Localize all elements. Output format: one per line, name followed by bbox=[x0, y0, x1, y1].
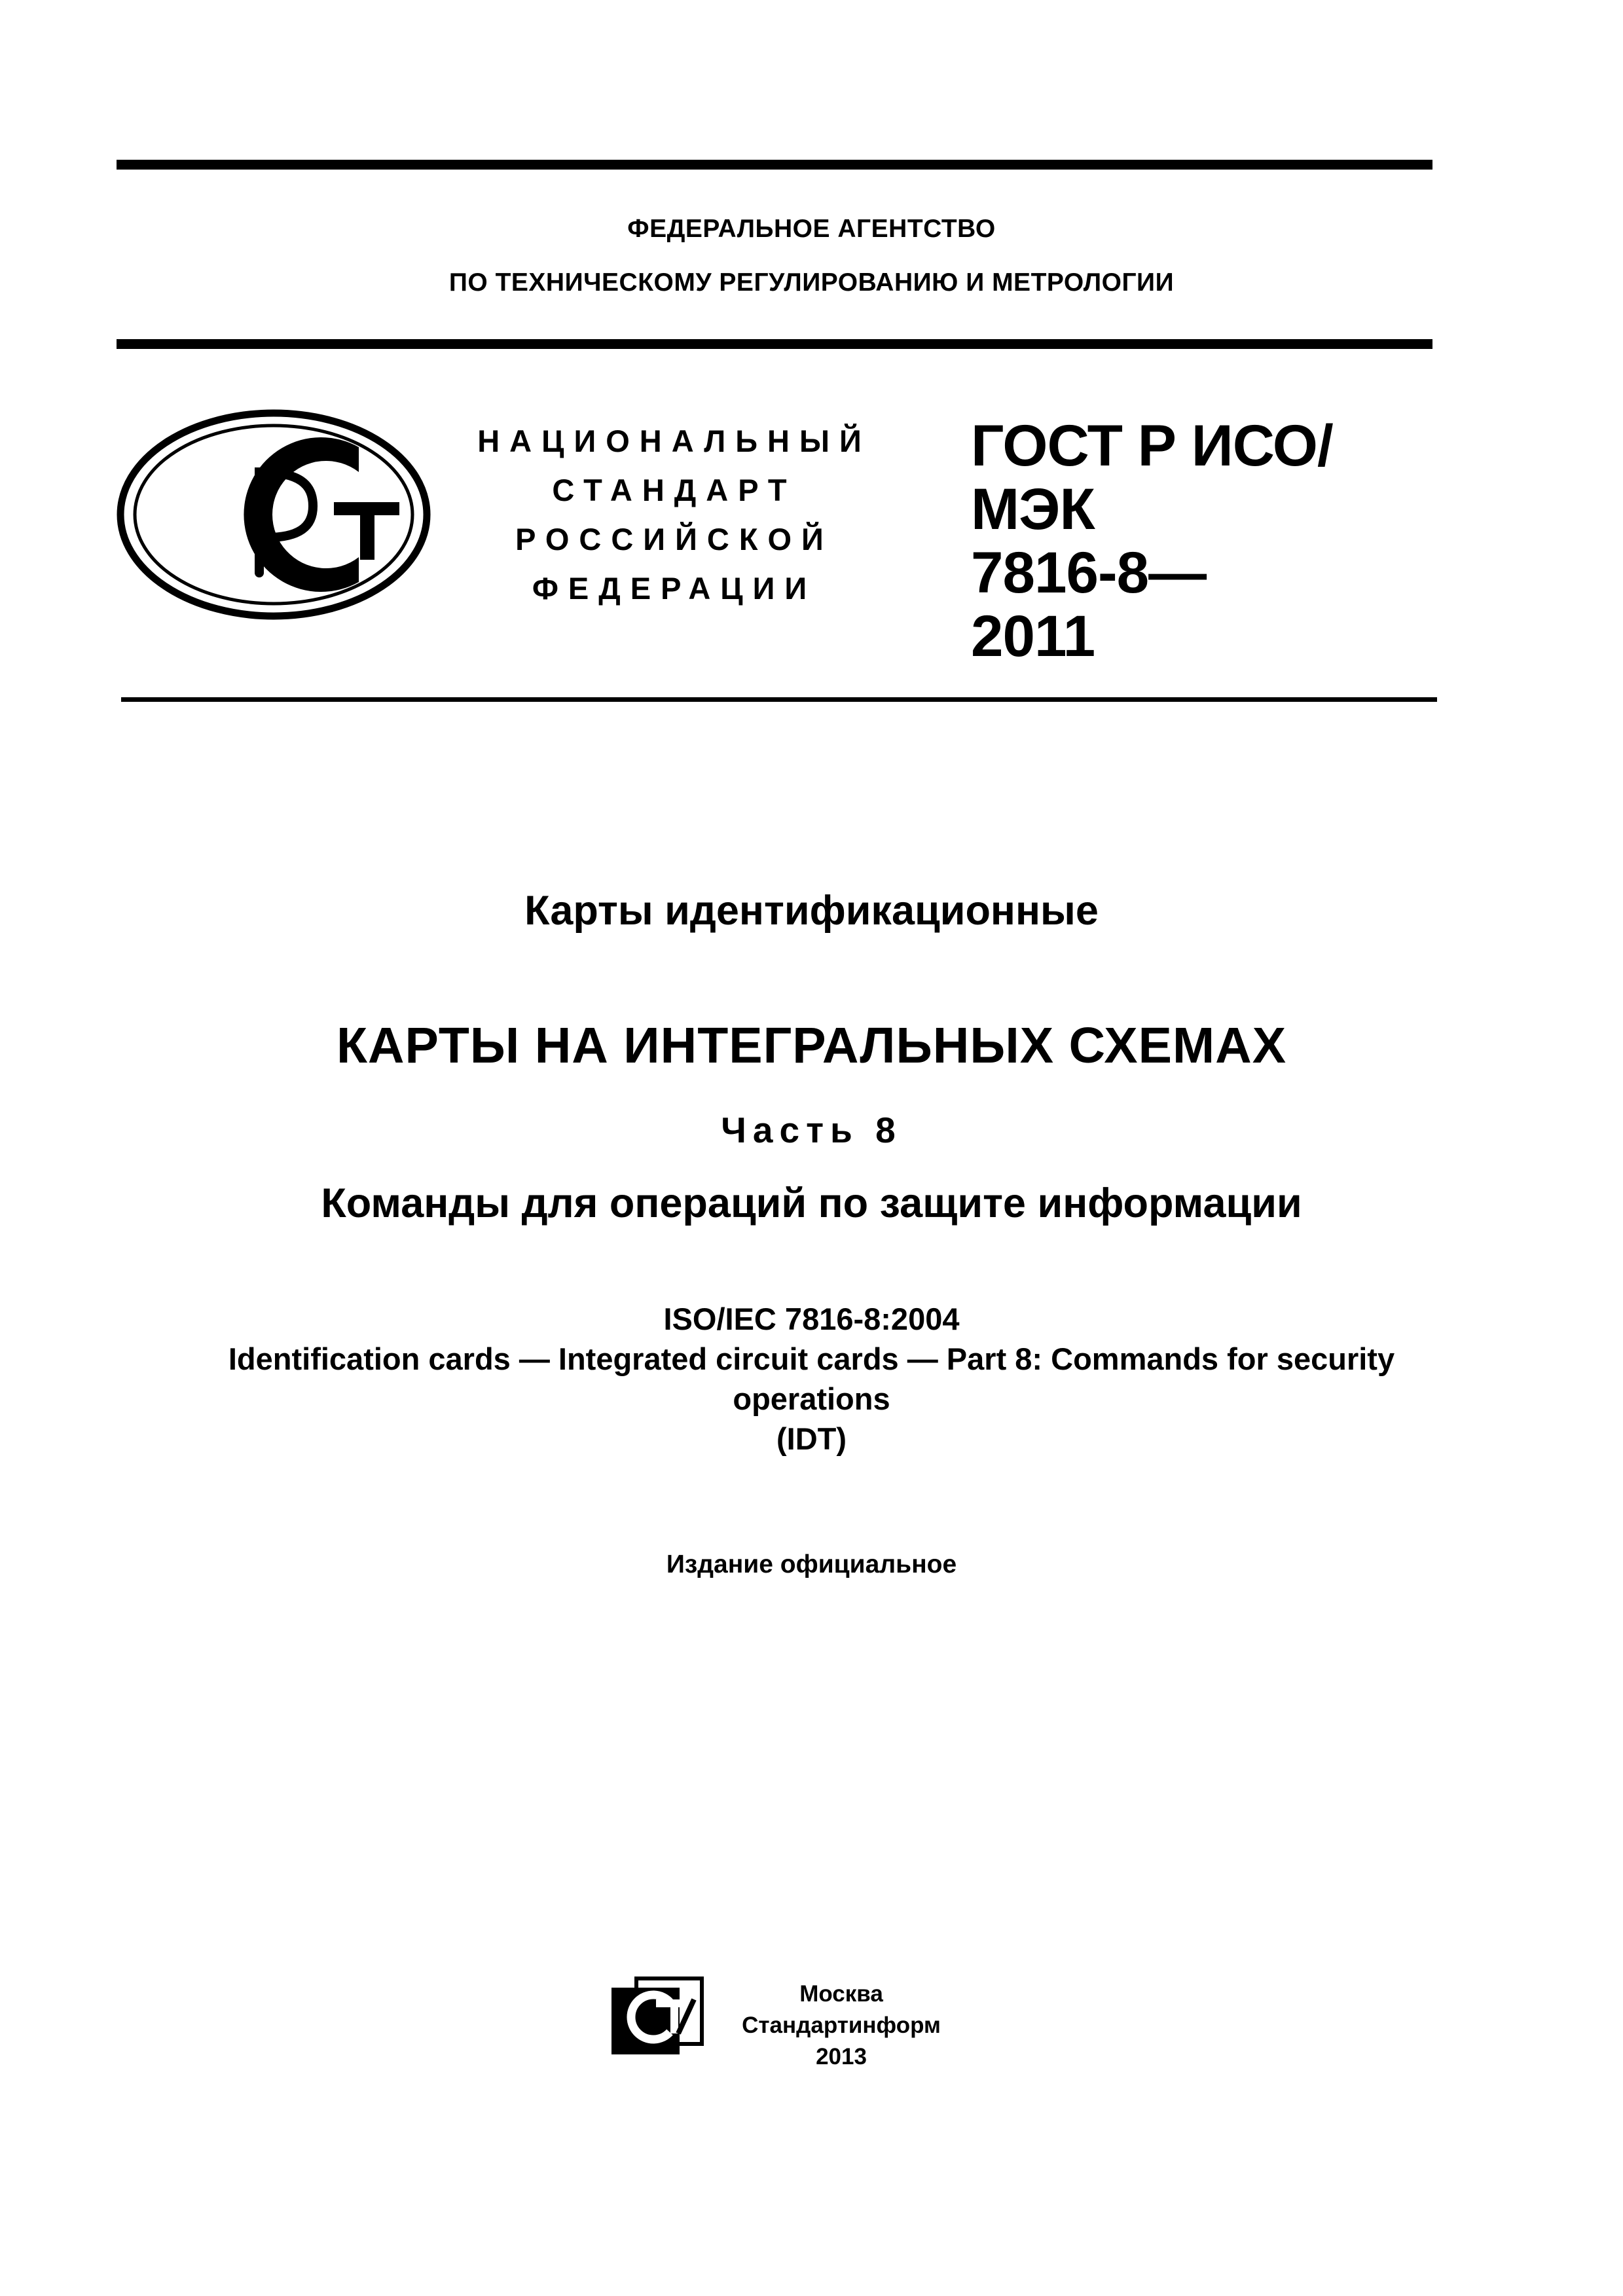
standard-designation bbox=[971, 414, 1442, 668]
standard-type-line-4: ФЕДЕРАЦИИ bbox=[532, 571, 817, 606]
iso-ref: ISO/IEC 7816-8:2004 bbox=[663, 1302, 960, 1336]
title-subject: Команды для операций по защите информации bbox=[321, 1180, 1302, 1226]
international-reference bbox=[0, 1299, 1623, 1459]
top-rule bbox=[117, 160, 1432, 170]
publisher-logo-icon bbox=[608, 1976, 706, 2057]
designation-line-2: 7816-8— bbox=[971, 539, 1207, 605]
iso-title-line-2: operations bbox=[733, 1381, 890, 1416]
publisher-city: Москва bbox=[799, 1981, 883, 2007]
agency-line-2: ПО ТЕХНИЧЕСКОМУ РЕГУЛИРОВАНИЮ И МЕТРОЛОГИИ bbox=[448, 268, 1175, 297]
iso-equivalence: (IDT) bbox=[776, 1421, 847, 1456]
publisher-info bbox=[720, 1978, 962, 2073]
title-main: КАРТЫ НА ИНТЕГРАЛЬНЫХ СХЕМАХ bbox=[336, 1017, 1287, 1074]
edition-label: Издание официальное bbox=[666, 1550, 957, 1578]
designation-line-3: 2011 bbox=[971, 603, 1095, 668]
standard-type-line-3: РОССИЙСКОЙ bbox=[515, 522, 833, 556]
agency-line-1: ФЕДЕРАЛЬНОЕ АГЕНТСТВО bbox=[627, 215, 996, 243]
standard-type-line-1: НАЦИОНАЛЬНЫЙ bbox=[477, 424, 871, 458]
standard-type-line-2: СТАНДАРТ bbox=[552, 473, 797, 507]
standard-type bbox=[452, 416, 897, 613]
designation-line-1: ГОСТ Р ИСО/МЭК bbox=[971, 412, 1333, 541]
publisher-year: 2013 bbox=[816, 2044, 867, 2069]
gost-logo-icon bbox=[117, 409, 431, 620]
designation-rule bbox=[121, 697, 1437, 702]
header-rule bbox=[117, 339, 1432, 349]
publisher-name: Стандартинформ bbox=[742, 2013, 941, 2038]
iso-title-line-1: Identification cards — Integrated circuit cards — Part 8: Commands for security bbox=[228, 1341, 1395, 1376]
gost-logo bbox=[117, 409, 431, 620]
title-part: Часть 8 bbox=[721, 1110, 902, 1150]
publisher-logo bbox=[608, 1976, 706, 2057]
title-general: Карты идентификационные bbox=[524, 888, 1099, 934]
